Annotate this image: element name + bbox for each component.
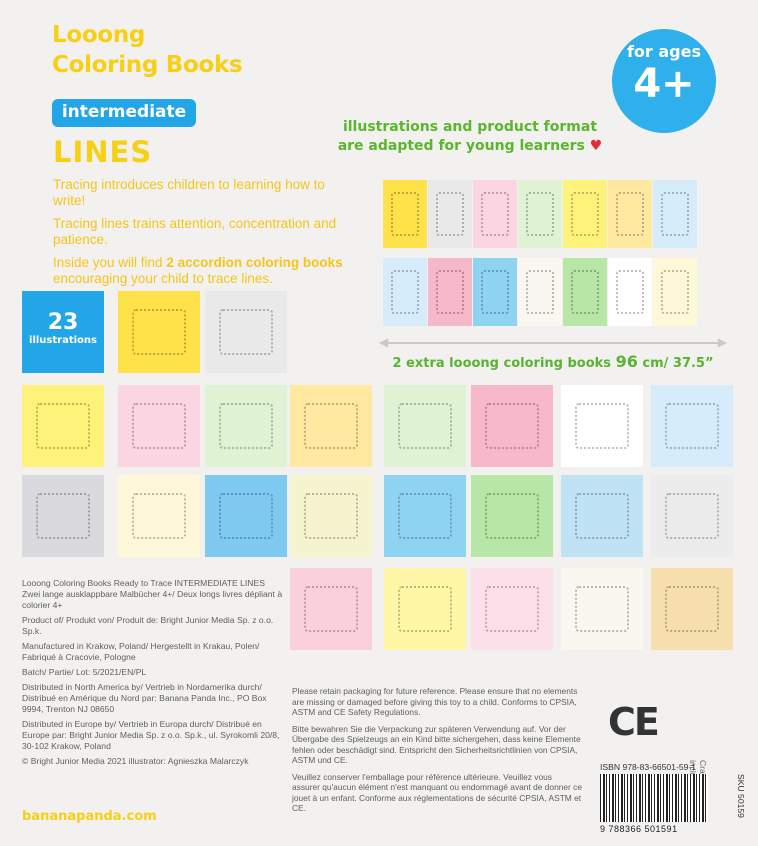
illustration-tile-frogs (384, 385, 466, 467)
promo-text: illustrations and product format are adapted for young learners ♥ (337, 119, 603, 154)
accordion-book-bottom (383, 258, 698, 326)
description-paragraph: Inside you will find 2 accordion coloring books encouraging your child to trace lines. (53, 255, 343, 286)
safety-line: Veuillez conserver l'emballage pour référence ultérieure. Veuillez vous assurer qu'aucun élément n'est manquant ou endommagé avant de donner ce jouet à un enfant. Conforme aux réglementations de sécurité CPSIA, ASTM et CE. (292, 771, 583, 813)
illustration-tile-scribbles (561, 568, 643, 650)
illustration-tile-ice-cream (118, 385, 200, 467)
illustration-tile-fish (22, 475, 104, 557)
age-badge (612, 29, 716, 133)
description-paragraph: Tracing lines trains attention, concentration and patience. (53, 216, 337, 247)
illustration-tile-blue-flowers (205, 475, 287, 557)
extra-books-note (379, 335, 727, 371)
barcode-bars (600, 774, 708, 822)
isbn-number: ISBN 978-83-66501-59-1 (600, 762, 697, 772)
illustration-count-word: illustrations (29, 335, 97, 346)
illustration-tile-plants (384, 568, 466, 650)
brand-line-1: Looong (52, 22, 146, 48)
illustration-tile-shirt (384, 475, 466, 557)
legal-line: Batch/ Partie/ Lot: 5/2021/EN/PL (22, 667, 147, 677)
product-description (53, 177, 353, 294)
product-title: LINES (53, 135, 153, 169)
illustration-tile-cars (205, 291, 287, 373)
accordion-panel (428, 180, 472, 248)
extra-books-text: 2 extra looong coloring books 96 cm/ 37.5” (392, 352, 714, 371)
level-badge: intermediate (52, 99, 196, 127)
brand-logo (52, 20, 292, 80)
age-badge-value: 4+ (633, 61, 695, 107)
accordion-panel (383, 258, 427, 326)
legal-line: Manufactured in Krakow, Poland/ Hergestellt in Krakau, Polen/ Fabriqué à Cracovie, Pologne (22, 641, 260, 662)
accordion-book-top (383, 180, 698, 248)
illustration-tile-mushrooms (118, 291, 200, 373)
accordion-panel (518, 258, 562, 326)
arrow-left-icon: ◀ (379, 335, 389, 349)
illustration-tile-shapes (290, 475, 372, 557)
brand-line-2: Coloring Books (52, 52, 243, 78)
illustration-tile-loops (471, 568, 553, 650)
age-badge-label: for ages (626, 42, 702, 61)
illustration-tile-flowers (205, 385, 287, 467)
legal-line: © Bright Junior Media 2021 illustrator: Agnieszka Malarczyk (22, 756, 249, 766)
accordion-panel (653, 258, 697, 326)
barcode (600, 762, 740, 836)
safety-notice (292, 686, 582, 820)
illustration-tile-triangles (290, 385, 372, 467)
website-link[interactable]: bananapanda.com (22, 809, 157, 824)
illustration-tile-zigzag (561, 385, 643, 467)
illustration-tile-grid (471, 475, 553, 557)
legal-line: Product of/ Produkt von/ Produit de: Bright Junior Media Sp. z o.o. Sp.k. (22, 615, 274, 636)
ce-mark-icon: CE (608, 700, 658, 744)
accordion-panel (608, 258, 652, 326)
accordion-panel (563, 258, 607, 326)
illustration-count: 23 (47, 310, 79, 335)
safety-line: Please retain packaging for future reference. Please ensure that no elements are missing or damaged before giving this toy to a child. Conforms to CPSIA, ASTM and CE Safety Regulations. (292, 686, 578, 717)
accordion-panel (473, 258, 517, 326)
accordion-panel (653, 180, 697, 248)
accordion-panel (563, 180, 607, 248)
illustration-tile-sailboats (561, 475, 643, 557)
illustration-tile-boats (651, 568, 733, 650)
accordion-panel (608, 180, 652, 248)
legal-line: Distributed in Europe by/ Vertrieb in Europa durch/ Distribué en Europe par: Bright Junior Media Sp. z o.o. Sp.k., ul. Syrokomli 20/8, 30-102 Krakow, Poland (22, 719, 280, 751)
legal-line: Looong Coloring Books Ready to Trace INTERMEDIATE LINES Zwei lange ausklappbare Malbücher 4+/ Deux longs livres dépliant à colorier 4+ (22, 578, 283, 610)
sku-number: SKU 50159 (736, 774, 746, 818)
accordion-panel (473, 180, 517, 248)
barcode-number: 9 788366 501591 (600, 824, 678, 834)
heart-icon: ♥ (589, 138, 603, 154)
illustration-tile-snowman (22, 385, 104, 467)
description-paragraph: Tracing introduces children to learning how to write! (53, 177, 325, 208)
accordion-panel (518, 180, 562, 248)
dimension-line (383, 342, 723, 344)
accordion-panel (383, 180, 427, 248)
accordion-panel (428, 258, 472, 326)
illustration-tile-strawberries (290, 568, 372, 650)
illustration-tile-stripes (471, 385, 553, 467)
illustration-tile-waves (118, 475, 200, 557)
safety-line: Bitte bewahren Sie die Verpackung zur späteren Verwendung auf. Vor der Übergabe des Spielzeugs an ein Kind bitte sichergehen, dass keine Elemente fehlen oder beschädigt sind. Entspricht den Sicherheitsrichtlinien von CPSIA, ASTM und CE. (292, 723, 581, 765)
arrow-right-icon: ▶ (717, 335, 727, 349)
illustration-tile-ladybug (651, 475, 733, 557)
legal-info-left (22, 578, 284, 771)
illustration-tile-pencils (651, 385, 733, 467)
legal-line: Distributed in North America by/ Vertrieb in Nordamerika durch/ Distribué en Amérique du Nord par: Banana Panda Inc., PO Box 9994, Trenton NJ 08650 (22, 682, 267, 714)
illustration-count-tile (22, 291, 104, 373)
